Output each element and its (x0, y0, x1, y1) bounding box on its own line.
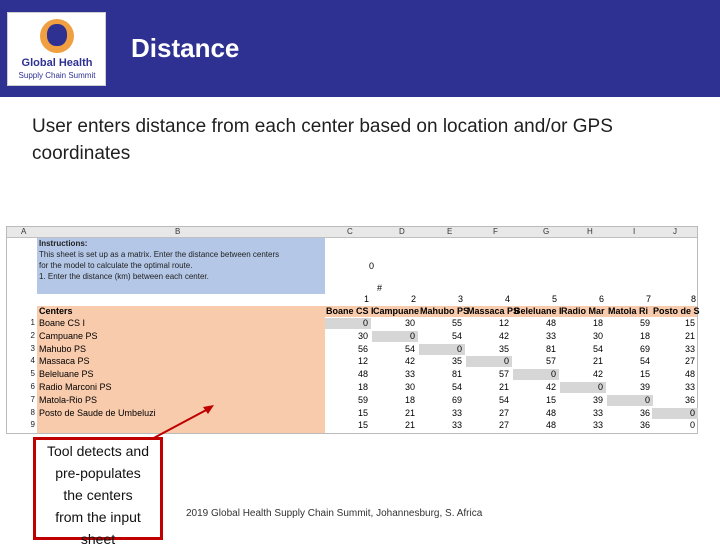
distance-cell: 18 (592, 318, 603, 328)
index-number: 8 (690, 294, 696, 304)
distance-cell: 33 (451, 420, 462, 431)
distance-cell: 39 (639, 382, 650, 392)
distance-cell: 30 (404, 382, 415, 392)
column-letter: E (447, 227, 453, 236)
distance-cell: 42 (592, 369, 603, 380)
distance-cell: 57 (545, 356, 556, 367)
distance-cell: 56 (357, 343, 368, 354)
index-number: 1 (363, 294, 369, 304)
distance-cell: 57 (498, 369, 509, 380)
distance-cell: 48 (545, 407, 556, 418)
callout-box (33, 437, 163, 547)
distance-cell: 48 (357, 369, 368, 380)
distance-cell: 0 (607, 395, 653, 406)
distance-cell: 0 (689, 420, 695, 431)
column-letter: B (175, 227, 181, 236)
center-name: Campuane PS (39, 330, 98, 341)
column-letter: I (633, 227, 636, 236)
callout-line: pre-populates (55, 465, 141, 481)
distance-cell: 42 (545, 382, 556, 392)
distance-cell: 54 (451, 382, 462, 392)
index-number: 5 (551, 294, 557, 304)
row-number: 7 (30, 394, 35, 404)
distance-cell: 18 (404, 394, 415, 405)
center-name: Matola-Rio PS (39, 394, 98, 405)
distance-cell: 30 (404, 318, 415, 328)
center-header: Mahubo PS (420, 306, 469, 316)
distance-cell: 12 (357, 356, 368, 367)
callout-line: sheet (80, 531, 116, 547)
distance-cell: 21 (592, 356, 603, 367)
distance-cell: 54 (592, 343, 603, 354)
callout-line: the centers (63, 487, 133, 503)
distance-cell: 15 (357, 420, 368, 431)
distance-cell: 0 (466, 356, 512, 367)
distance-cell: 27 (498, 407, 509, 418)
distance-cell: 15 (357, 407, 368, 418)
distance-cell: 33 (404, 369, 415, 380)
footer-text: 2019 Global Health Supply Chain Summit, Johannesburg, S. Africa (186, 508, 483, 519)
distance-cell: 42 (404, 356, 415, 367)
distance-cell: 12 (498, 318, 509, 328)
distance-cell: 0 (652, 408, 698, 419)
center-name: Massaca PS (39, 356, 90, 367)
distance-cell: 59 (357, 394, 368, 405)
distance-cell: 33 (545, 330, 556, 341)
distance-cell: 33 (684, 343, 695, 354)
column-letter: J (673, 227, 677, 236)
center-header: Matola Ri (608, 306, 649, 316)
row-number: 2 (30, 330, 35, 340)
distance-cell: 21 (498, 382, 509, 392)
distance-cell: 33 (592, 407, 603, 418)
distance-cell: 0 (325, 318, 371, 329)
distance-cell: 15 (545, 394, 556, 405)
row-number: 4 (30, 356, 35, 366)
distance-cell: 33 (684, 382, 695, 392)
distance-cell: 33 (592, 420, 603, 431)
center-name: Posto de Saude de Umbeluzi (39, 407, 156, 418)
index-number: 6 (598, 294, 604, 304)
distance-cell: 21 (684, 330, 695, 341)
column-letter: G (543, 227, 550, 236)
center-header: Posto de S (653, 306, 700, 316)
distance-cell: 15 (639, 369, 650, 380)
index-number: 2 (410, 294, 416, 304)
distance-cell: 15 (684, 318, 695, 328)
instruction-line: for the model to calculate the optimal route. (39, 261, 193, 270)
distance-cell: 36 (639, 407, 650, 418)
row-number: 8 (30, 407, 35, 417)
column-letter: D (399, 227, 405, 236)
distance-cell: 0 (513, 369, 559, 380)
distance-cell: 54 (451, 330, 462, 341)
center-header: Beleluane I (514, 306, 562, 316)
distance-cell: 27 (684, 356, 695, 367)
distance-cell: 69 (451, 394, 462, 405)
row-number: 9 (30, 420, 35, 430)
distance-cell: 35 (451, 356, 462, 367)
distance-cell: 27 (498, 420, 509, 431)
instruction-line: Instructions: (39, 239, 88, 248)
callout-line: from the input (55, 509, 141, 525)
distance-cell: 21 (404, 420, 415, 431)
distance-cell: 36 (684, 394, 695, 405)
column-letter: H (587, 227, 593, 236)
index-number: 3 (457, 294, 463, 304)
distance-cell: 33 (451, 407, 462, 418)
instruction-line: This sheet is set up as a matrix. Enter the distance between centers (39, 250, 280, 259)
distance-cell: 69 (639, 343, 650, 354)
column-letter: A (21, 227, 27, 236)
distance-cell: 30 (592, 330, 603, 341)
marker-hash: # (377, 283, 383, 293)
center-name: Mahubo PS (39, 343, 87, 354)
distance-cell: 18 (357, 382, 368, 392)
distance-cell: 48 (545, 420, 556, 431)
index-number: 4 (504, 294, 510, 304)
distance-cell: 35 (498, 343, 509, 354)
distance-cell: 48 (684, 369, 695, 380)
distance-cell: 54 (404, 343, 415, 354)
center-name: Radio Marconi PS (39, 382, 112, 392)
row-number: 3 (30, 343, 35, 353)
instruction-line: 1. Enter the distance (km) between each center. (39, 272, 209, 281)
callout-line: Tool detects and (47, 443, 149, 459)
distance-cell: 48 (545, 318, 556, 328)
center-header: Boane CS I (326, 306, 374, 316)
distance-cell: 0 (419, 344, 465, 355)
distance-cell: 0 (372, 331, 418, 342)
distance-cell: 54 (498, 394, 509, 405)
center-header: Radio Mar (561, 306, 605, 316)
distance-cell: 81 (451, 369, 462, 380)
index-number: 7 (645, 294, 651, 304)
distance-cell: 59 (639, 318, 650, 328)
distance-cell: 18 (639, 330, 650, 341)
page-title: Distance (131, 33, 240, 63)
center-name: Boane CS I (39, 318, 86, 328)
centers-label: Centers (39, 306, 73, 316)
distance-cell: 54 (639, 356, 650, 367)
logo-text-line1: Global Health (21, 57, 93, 69)
row-number: 5 (30, 369, 35, 379)
center-header: Campuane (373, 306, 420, 316)
center-header: Massaca PS (467, 306, 520, 316)
distance-cell: 21 (404, 407, 415, 418)
marker-zero: 0 (369, 261, 375, 271)
center-name: Beleluane PS (39, 369, 94, 380)
column-letter: C (347, 227, 353, 236)
distance-cell: 39 (592, 394, 603, 405)
row-number: 6 (30, 382, 35, 391)
distance-cell: 36 (639, 420, 650, 431)
column-letter: F (493, 227, 498, 236)
slide-description: User enters distance from each center based on location and/or GPS coordinates (32, 116, 613, 164)
row-number: 1 (30, 318, 35, 327)
distance-cell: 81 (545, 343, 556, 354)
distance-cell: 55 (451, 318, 462, 328)
distance-cell: 30 (357, 330, 368, 341)
distance-cell: 0 (560, 382, 606, 393)
logo-text-line2: Supply Chain Summit (18, 71, 96, 80)
distance-cell: 42 (498, 330, 509, 341)
